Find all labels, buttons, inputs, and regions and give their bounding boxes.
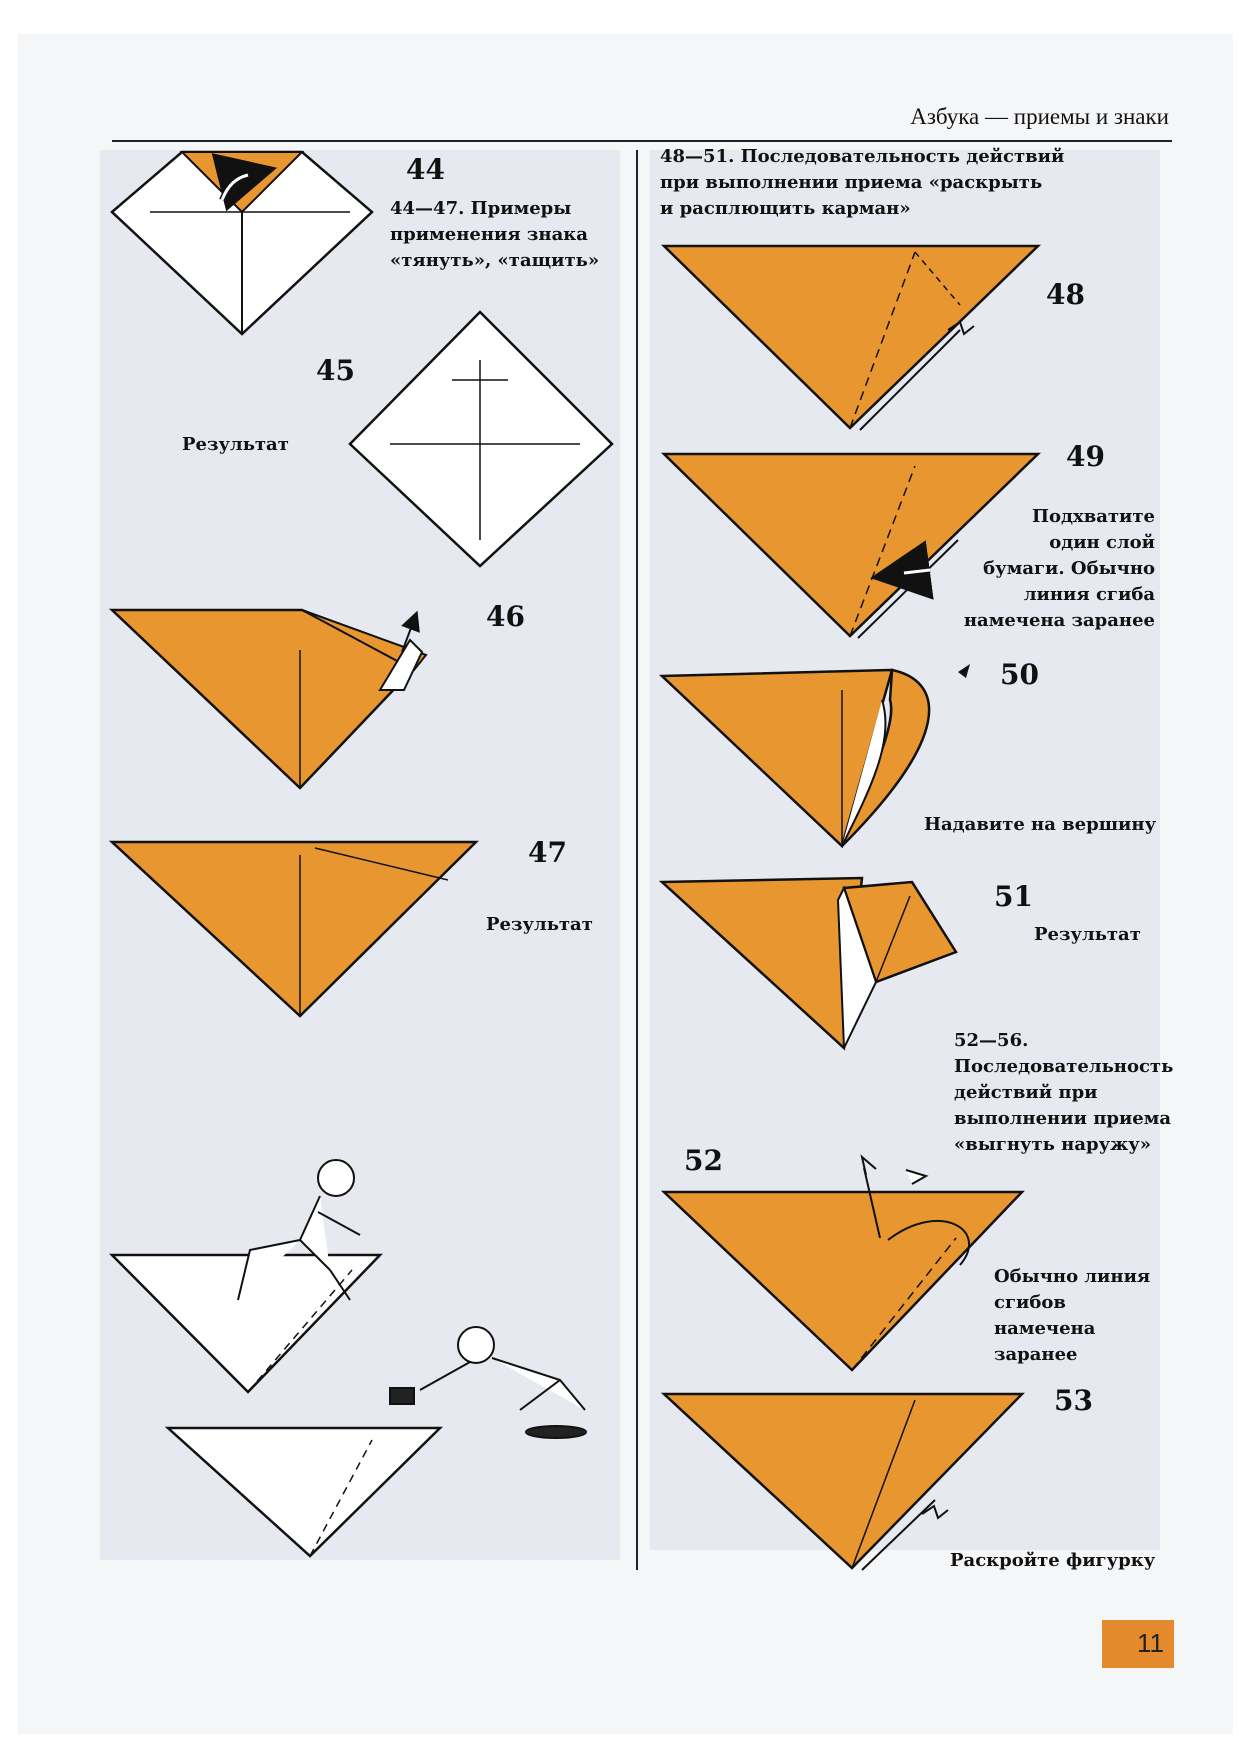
- caption-52-56-line-3: действий при: [954, 1082, 1098, 1103]
- figure-number-49: 49: [1066, 440, 1105, 473]
- note-52: [994, 1264, 1150, 1368]
- figure-number-46: 46: [486, 600, 525, 633]
- caption-52-56-line-2: Последовательность: [954, 1056, 1174, 1077]
- caption-44-47-line-1: 44—47. Примеры: [390, 198, 572, 219]
- diagram-45: [350, 312, 612, 566]
- diagram-46: [112, 610, 426, 788]
- result-label-45: Результат: [182, 434, 289, 455]
- note-52-line-3: намечена: [994, 1318, 1096, 1339]
- note-53: Раскройте фигурку: [950, 1550, 1156, 1571]
- caption-52-56-line-5: «выгнуть наружу»: [954, 1134, 1152, 1155]
- caption-48-51-line-3: и расплющить карман»: [660, 198, 911, 219]
- diagram-44: [112, 152, 372, 334]
- figure-number-50: 50: [1000, 658, 1039, 691]
- caption-48-51-line-1: 48—51. Последовательность действий: [660, 146, 1065, 167]
- note-49-line-3: бумаги. Обычно: [983, 558, 1155, 579]
- diagram-bottom-left: [112, 1255, 440, 1556]
- note-49: [964, 504, 1155, 634]
- note-49-line-2: один слой: [1049, 532, 1155, 553]
- note-49-line-1: Подхватите: [1031, 506, 1155, 527]
- diagram-52: [664, 1157, 1022, 1370]
- figure-number-48: 48: [1046, 278, 1085, 311]
- result-label-47: Результат: [486, 914, 593, 935]
- note-49-line-5: намечена заранее: [963, 610, 1155, 631]
- caption-44-47-line-2: применения знака: [390, 224, 588, 245]
- note-50: Надавите на вершину: [924, 814, 1157, 835]
- figure-number-44: 44: [406, 153, 445, 186]
- diagram-48: [664, 246, 1038, 430]
- caption-52-56: [954, 1028, 1173, 1158]
- page-number-box: [1102, 1620, 1174, 1668]
- caption-52-56-line-1: 52—56.: [954, 1030, 1029, 1051]
- figure-number-51: 51: [994, 880, 1033, 913]
- note-52-line-4: заранее: [994, 1344, 1078, 1365]
- diagram-51: [662, 878, 956, 1048]
- caption-44-47: [390, 196, 599, 274]
- caption-52-56-line-4: выполнении приема: [954, 1108, 1172, 1129]
- figure-number-45: 45: [316, 354, 355, 387]
- page-header-title: Азбука — приемы и знаки: [910, 104, 1169, 129]
- result-label-51: Результат: [1034, 924, 1141, 945]
- note-52-line-1: Обычно линия: [994, 1266, 1151, 1287]
- note-52-line-2: сгибов: [994, 1292, 1066, 1313]
- diagram-53: [664, 1394, 1022, 1570]
- caption-44-47-line-3: «тянуть», «тащить»: [390, 250, 600, 271]
- diagram-47: [112, 842, 476, 1016]
- page-number: 11: [1137, 1628, 1164, 1658]
- caption-48-51: [660, 144, 1064, 222]
- figure-number-53: 53: [1054, 1384, 1093, 1417]
- note-49-line-4: линия сгиба: [1023, 584, 1155, 605]
- figure-number-47: 47: [528, 836, 567, 869]
- figure-number-52: 52: [684, 1144, 723, 1177]
- caption-48-51-line-2: при выполнении приема «раскрыть: [660, 172, 1043, 193]
